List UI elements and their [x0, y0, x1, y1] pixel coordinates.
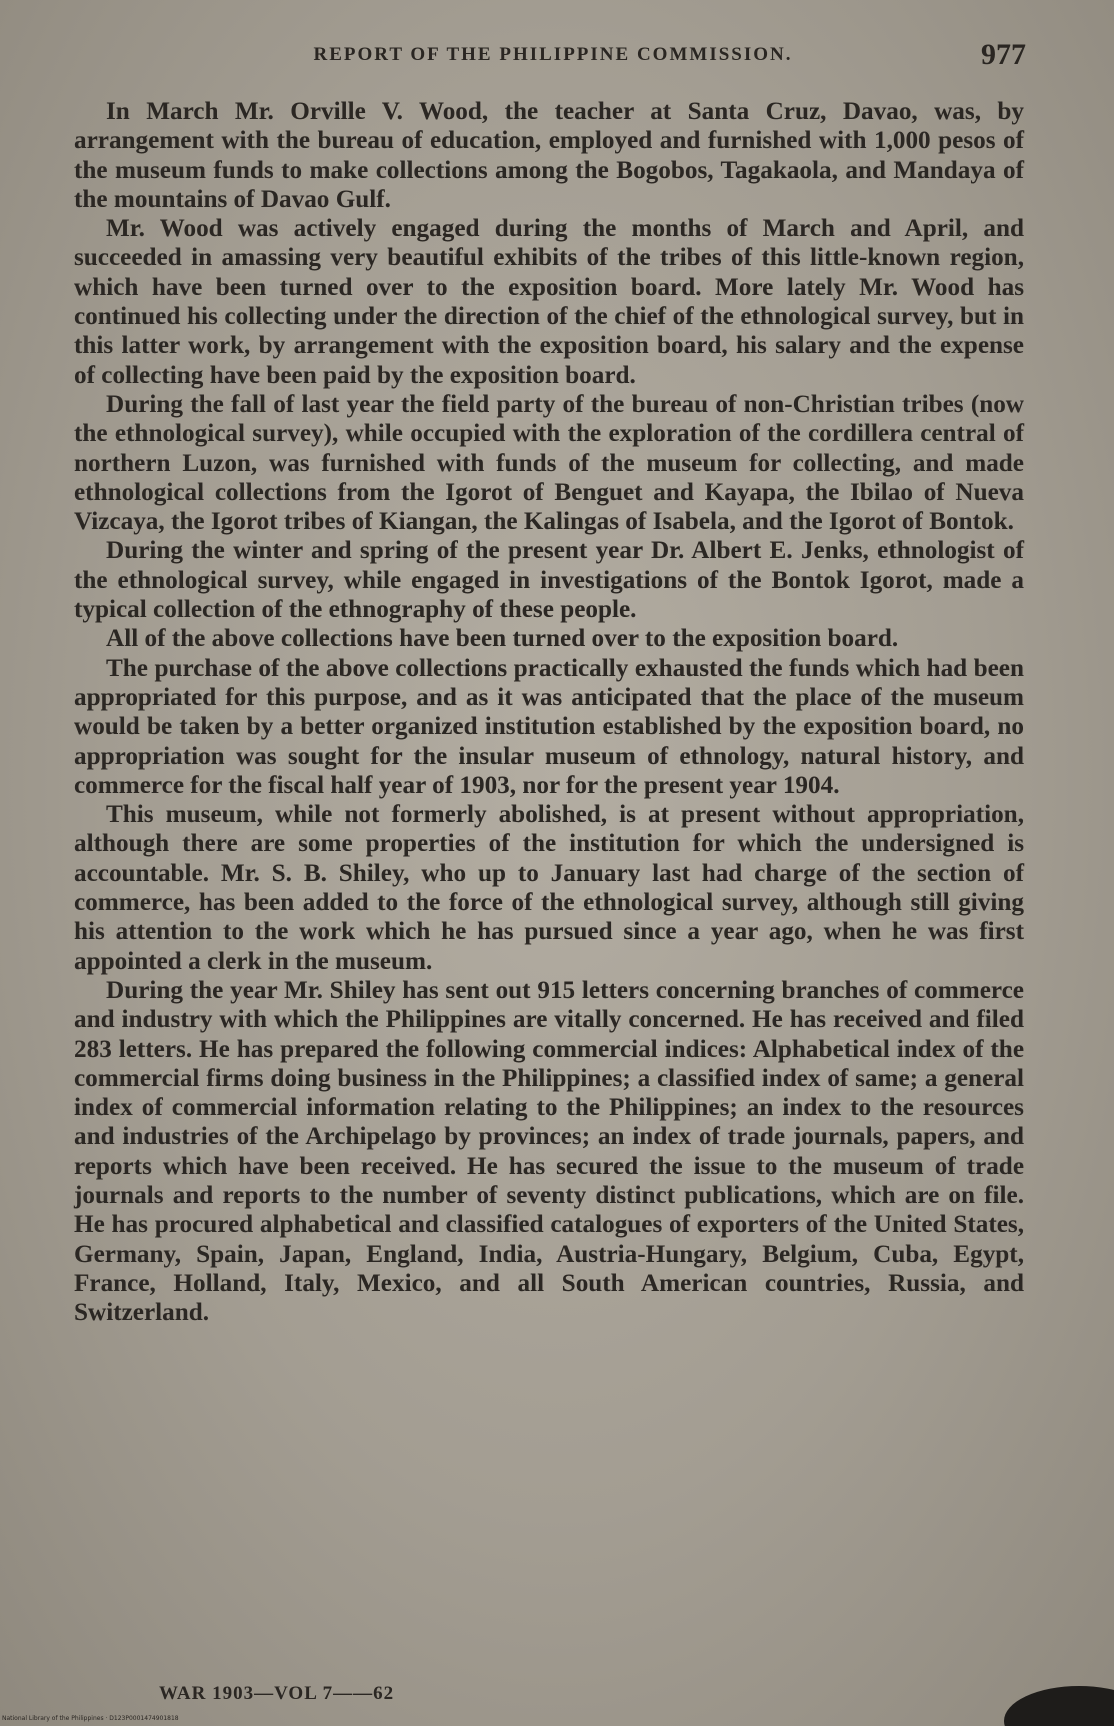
paragraph: Mr. Wood was actively engaged during the months of March and April, and succeeded in amassing very beautiful exhibits of the tribes of this little-known region, which have been turned over to the exposition board. More lately Mr. Wood has continued his collecting under the direction of the chief of the ethnological survey, but in this latter work, by arrangement with the exposition board, his salary and the expense of collecting have been paid by the exposition board.: [74, 215, 1024, 389]
running-head: [80, 38, 1026, 78]
page-number: 977: [981, 38, 1026, 71]
signature-line: WAR 1903—VOL 7——62: [159, 1683, 395, 1704]
body-text: [74, 97, 1024, 1327]
running-title: REPORT OF THE PHILIPPINE COMMISSION.: [313, 44, 793, 65]
scan-credit: National Library of the Philippines · D123P0001474901818: [2, 1715, 179, 1722]
paragraph: During the winter and spring of the present year Dr. Albert E. Jenks, ethnologist of the ethnological survey, while engaged in investigations of the Bontok Igorot, made a typical collection of the ethnography of these people.: [74, 537, 1024, 624]
paragraph: This museum, while not formerly abolished, is at present without appropriation, although there are some properties of the institution for which the undersigned is accountable. Mr. S. B. Shiley, who up to January last had charge of the section of commerce, has been added to the force of the ethnological survey, although still giving his attention to the work which he has pursued since a year ago, when he was first appointed a clerk in the museum.: [74, 801, 1024, 975]
paragraph: During the year Mr. Shiley has sent out 915 letters concerning branches of commerce and industry with which the Philippines are vitally concerned. He has received and filed 283 letters. He has prepared the following commercial indices: Alphabetical index of the commercial firms doing business in the Philippines; a classified index of same; a general index of commercial information relating to the Philippines; an index to the resources and industries of the Archipelago by provinces; an index of trade journals, papers, and reports which have been received. He has secured the issue to the museum of trade journals and reports to the number of seventy distinct publications, which are on file. He has procured alphabetical and classified catalogues of exporters of the United States, Germany, Spain, Japan, England, India, Austria-Hungary, Belgium, Cuba, Egypt, France, Holland, Italy, Mexico, and all South American countries, Russia, and Switzerland.: [74, 976, 1024, 1327]
paragraph: All of the above collections have been turned over to the exposition board.: [106, 625, 899, 653]
paragraph: In March Mr. Orville V. Wood, the teacher at Santa Cruz, Davao, was, by arrangement with the bureau of education, employed and furnished with 1,000 pesos of the museum funds to make collections among the Bogobos, Tagakaola, and Mandaya of the mountains of Davao Gulf.: [74, 98, 1024, 213]
paragraph: During the fall of last year the field party of the bureau of non-Christian tribes (now the ethnological survey), while occupied with the exploration of the cordillera central of northern Luzon, was furnished with funds of the museum for collecting, and made ethnological collections from the Igorot of Benguet and Kayapa, the Ibilao of Nueva Vizcaya, the Igorot tribes of Kiangan, the Kalingas of Isabela, and the Igorot of Bontok.: [74, 390, 1024, 536]
paragraph: The purchase of the above collections practically exhausted the funds which had been appropriated for this purpose, and as it was anticipated that the place of the museum would be taken by a better organized institution established by the exposition board, no appropriation was sought for the insular museum of ethnology, natural history, and commerce for the fiscal half year of 1903, nor for the present year 1904.: [74, 654, 1024, 799]
